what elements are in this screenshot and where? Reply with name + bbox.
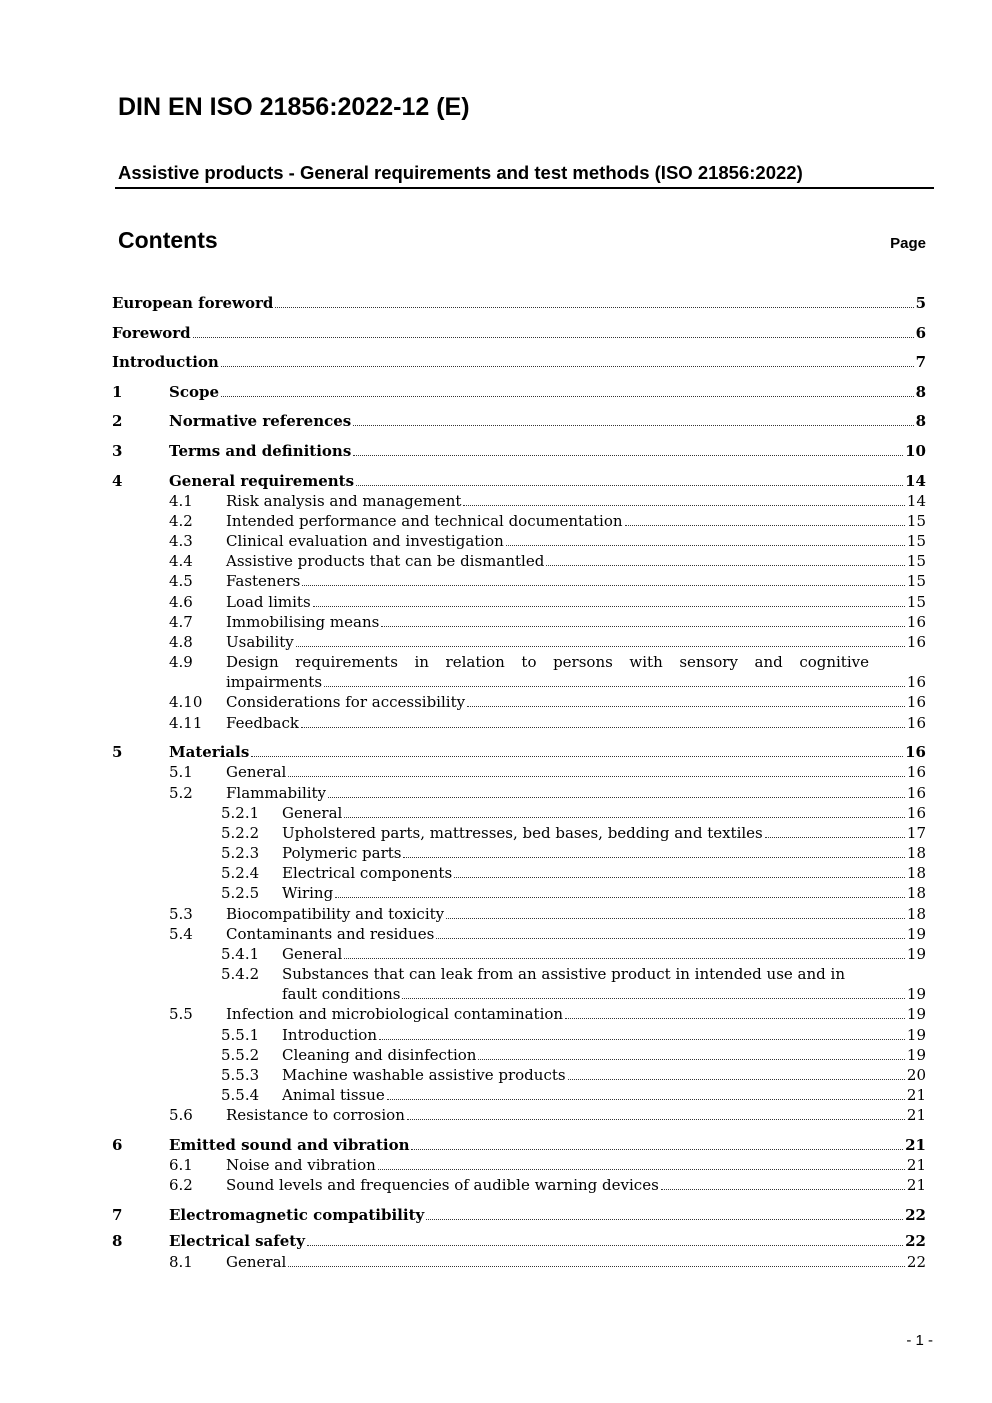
dot-leader xyxy=(221,384,914,397)
toc-entry-title-line1: Substances that can leak from an assistive product in intended use and in xyxy=(282,965,845,983)
toc-entry[interactable] xyxy=(112,491,926,511)
toc-entry[interactable] xyxy=(112,924,926,944)
dot-leader xyxy=(546,553,905,566)
toc-entry-number: 4.2 xyxy=(169,512,193,530)
toc-entry[interactable] xyxy=(112,1155,926,1175)
toc-entry-page: 16 xyxy=(906,763,926,781)
toc-entry[interactable] xyxy=(112,411,926,431)
toc-entry-page: 16 xyxy=(906,714,926,732)
toc-entry-number: 5 xyxy=(112,743,123,761)
toc-entry-title: Upholstered parts, mattresses, bed bases, bedding and textiles xyxy=(282,824,763,842)
toc-entry[interactable] xyxy=(112,944,926,964)
toc-entry[interactable] xyxy=(112,783,926,803)
toc-entry-page: 21 xyxy=(906,1176,926,1194)
dot-leader xyxy=(324,674,905,687)
toc-entry-number: 5.1 xyxy=(169,763,193,781)
toc-entry[interactable] xyxy=(112,863,926,883)
toc-entry-title: Resistance to corrosion xyxy=(226,1106,405,1124)
toc-entry-title: General requirements xyxy=(169,472,355,490)
dot-leader xyxy=(381,614,905,627)
toc-entry[interactable] xyxy=(112,1205,926,1225)
toc-entry-title: Emitted sound and vibration xyxy=(169,1136,410,1154)
dot-leader xyxy=(463,493,904,506)
dot-leader xyxy=(356,473,903,486)
toc-entry-title: Contaminants and residues xyxy=(226,925,435,943)
toc-entry-page: 6 xyxy=(915,324,926,342)
dot-leader xyxy=(301,715,905,728)
dot-leader xyxy=(221,354,914,367)
page-number: - 1 - xyxy=(906,1332,933,1349)
toc-entry[interactable] xyxy=(112,803,926,823)
toc-entry-page: 15 xyxy=(906,552,926,570)
toc-entry-title: Assistive products that can be dismantled xyxy=(226,552,545,570)
toc-entry-title: European foreword xyxy=(112,294,274,312)
toc-entry-page: 21 xyxy=(906,1156,926,1174)
dot-leader xyxy=(407,1107,905,1120)
toc-entry-page: 19 xyxy=(906,1005,926,1023)
toc-entry[interactable] xyxy=(112,904,926,924)
toc-entry-title: Immobilising means xyxy=(226,613,380,631)
toc-entry-title: Usability xyxy=(226,633,294,651)
toc-entry[interactable] xyxy=(112,551,926,571)
toc-entry-page: 16 xyxy=(906,784,926,802)
dot-leader xyxy=(344,805,905,818)
document-title: DIN EN ISO 21856:2022-12 (E) xyxy=(118,93,470,121)
toc-entry-title: Materials xyxy=(169,743,250,761)
toc-entry[interactable] xyxy=(112,964,926,984)
toc-entry-page: 18 xyxy=(906,884,926,902)
toc-entry-page: 5 xyxy=(915,294,926,312)
dot-leader xyxy=(426,1207,903,1220)
toc-entry-page: 16 xyxy=(906,693,926,711)
dot-leader xyxy=(344,946,905,959)
toc-entry-page: 15 xyxy=(906,532,926,550)
toc-entry[interactable] xyxy=(112,1252,926,1272)
toc-entry-title: Intended performance and technical documentation xyxy=(226,512,623,530)
dot-leader xyxy=(467,694,905,707)
toc-entry-continuation[interactable] xyxy=(112,672,926,692)
toc-entry-page: 21 xyxy=(906,1106,926,1124)
toc-entry-number: 5.5.2 xyxy=(221,1046,260,1064)
toc-entry-title: Introduction xyxy=(282,1026,377,1044)
toc-entry-number: 5.2.1 xyxy=(221,804,260,822)
toc-entry-title: Foreword xyxy=(112,324,191,342)
toc-entry-page: 16 xyxy=(906,633,926,651)
toc-entry-number: 3 xyxy=(112,442,123,460)
toc-entry-page: 18 xyxy=(906,864,926,882)
toc-entry-number: 6.2 xyxy=(169,1176,193,1194)
toc-entry[interactable] xyxy=(112,1045,926,1065)
dot-leader xyxy=(403,845,904,858)
toc-entry-page: 16 xyxy=(906,804,926,822)
toc-entry-title: Fasteners xyxy=(226,572,301,590)
toc-entry-number: 6.1 xyxy=(169,1156,193,1174)
dot-leader xyxy=(302,573,905,586)
toc-entry[interactable] xyxy=(112,632,926,652)
toc-entry-title: General xyxy=(282,945,343,963)
toc-entry-title: Sound levels and frequencies of audible warning devices xyxy=(226,1176,659,1194)
toc-entry-number: 5.2.2 xyxy=(221,824,260,842)
toc-entry-number: 7 xyxy=(112,1206,123,1224)
toc-entry-title: Animal tissue xyxy=(282,1086,385,1104)
toc-entry[interactable] xyxy=(112,762,926,782)
toc-entry-number: 8 xyxy=(112,1232,123,1250)
dot-leader xyxy=(378,1157,905,1170)
toc-entry-number: 5.5.4 xyxy=(221,1086,260,1104)
toc-entry-number: 5.5.3 xyxy=(221,1066,260,1084)
dot-leader xyxy=(353,413,913,426)
toc-entry-title: Introduction xyxy=(112,353,219,371)
toc-entry-title: General xyxy=(226,763,287,781)
toc-entry[interactable] xyxy=(112,883,926,903)
dot-leader xyxy=(478,1047,904,1060)
toc-entry-title: Machine washable assistive products xyxy=(282,1066,566,1084)
toc-entry-page: 16 xyxy=(905,743,926,761)
toc-entry-title: Electromagnetic compatibility xyxy=(169,1206,425,1224)
toc-entry-page: 22 xyxy=(906,1253,926,1271)
toc-entry-number: 4.7 xyxy=(169,613,193,631)
toc-entry[interactable] xyxy=(112,713,926,733)
dot-leader xyxy=(328,785,905,798)
dot-leader xyxy=(506,533,905,546)
toc-entry-page: 19 xyxy=(906,1046,926,1064)
toc-entry-number: 5.2.5 xyxy=(221,884,260,902)
toc-entry[interactable] xyxy=(112,612,926,632)
dot-leader xyxy=(313,594,905,607)
toc-entry-number: 5.4.2 xyxy=(221,965,260,983)
toc-entry-page: 20 xyxy=(906,1066,926,1084)
toc-entry-page: 14 xyxy=(906,492,926,510)
dot-leader xyxy=(568,1067,905,1080)
toc-entry[interactable] xyxy=(112,531,926,551)
toc-entry-title: Electrical safety xyxy=(169,1232,305,1250)
dot-leader xyxy=(661,1177,905,1190)
dot-leader xyxy=(193,325,914,338)
toc-entry-page: 21 xyxy=(906,1086,926,1104)
toc-entry-page: 22 xyxy=(905,1206,926,1224)
toc-entry-page: 18 xyxy=(906,905,926,923)
toc-entry[interactable] xyxy=(112,571,926,591)
dot-leader xyxy=(353,443,903,456)
dot-leader xyxy=(446,906,905,919)
dot-leader xyxy=(335,885,905,898)
toc-entry-number: 5.6 xyxy=(169,1106,193,1124)
toc-entry-number: 4.4 xyxy=(169,552,193,570)
toc-entry-number: 4.3 xyxy=(169,532,193,550)
toc-entry-title: Clinical evaluation and investigation xyxy=(226,532,504,550)
toc-entry-title: General xyxy=(226,1253,287,1271)
toc-entry-title: Wiring xyxy=(282,884,334,902)
toc-entry[interactable] xyxy=(112,1135,926,1155)
toc-entry-page: 7 xyxy=(915,353,926,371)
toc-entry[interactable] xyxy=(112,1004,926,1024)
toc-entry-number: 5.2 xyxy=(169,784,193,802)
toc-entry-number: 1 xyxy=(112,383,123,401)
dot-leader xyxy=(307,1233,903,1246)
toc-entry[interactable] xyxy=(112,1231,926,1251)
toc-entry-page: 19 xyxy=(906,925,926,943)
toc-entry-page: 22 xyxy=(905,1232,926,1250)
toc-entry-title: Flammability xyxy=(226,784,327,802)
toc-entry-page: 14 xyxy=(905,472,926,490)
toc-entry-title: Noise and vibration xyxy=(226,1156,376,1174)
toc-entry-page: 15 xyxy=(906,512,926,530)
dot-leader xyxy=(288,1254,905,1267)
toc-entry-page: 8 xyxy=(915,383,926,401)
toc-entry-number: 6 xyxy=(112,1136,123,1154)
toc-entry-title-line1: Design requirements in relation to persons with sensory and cognitive xyxy=(226,653,869,671)
toc-entry[interactable] xyxy=(112,471,926,491)
toc-entry[interactable] xyxy=(112,592,926,612)
dot-leader xyxy=(402,986,904,999)
dot-leader xyxy=(251,744,903,757)
toc-entry[interactable] xyxy=(112,352,926,372)
toc-entry-number: 4.10 xyxy=(169,693,203,711)
toc-entry-page: 19 xyxy=(906,945,926,963)
toc-entry-number: 5.2.4 xyxy=(221,864,260,882)
toc-entry[interactable] xyxy=(112,1025,926,1045)
toc-entry[interactable] xyxy=(112,1175,926,1195)
toc-entry[interactable] xyxy=(112,652,926,672)
toc-entry-page: 17 xyxy=(906,824,926,842)
toc-entry-title: impairments xyxy=(226,673,323,691)
toc-entry[interactable] xyxy=(112,1085,926,1105)
toc-entry-number: 4.9 xyxy=(169,653,193,671)
toc-entry[interactable] xyxy=(112,843,926,863)
toc-entry-page: 16 xyxy=(906,613,926,631)
dot-leader xyxy=(436,926,905,939)
document-subtitle: Assistive products - General requirements and test methods (ISO 21856:2022) xyxy=(118,162,803,183)
dot-leader xyxy=(296,634,905,647)
toc-entry-number: 4 xyxy=(112,472,123,490)
toc-entry-number: 4.11 xyxy=(169,714,203,732)
toc-entry-number: 5.3 xyxy=(169,905,193,923)
toc-entry-page: 15 xyxy=(906,572,926,590)
toc-entry[interactable] xyxy=(112,692,926,712)
toc-entry[interactable] xyxy=(112,1105,926,1125)
toc-entry-title: Feedback xyxy=(226,714,299,732)
toc-entry-page: 10 xyxy=(905,442,926,460)
toc-entry-number: 8.1 xyxy=(169,1253,193,1271)
toc-entry-page: 19 xyxy=(906,985,926,1003)
toc-entry-number: 2 xyxy=(112,412,123,430)
dot-leader xyxy=(765,825,905,838)
contents-heading: Contents xyxy=(118,227,218,253)
dot-leader xyxy=(565,1006,905,1019)
toc-entry-number: 4.1 xyxy=(169,492,193,510)
toc-entry-title: Terms and definitions xyxy=(169,442,352,460)
toc-entry[interactable] xyxy=(112,441,926,461)
toc-entry-title: fault conditions xyxy=(282,985,401,1003)
toc-entry[interactable] xyxy=(112,293,926,313)
toc-entry-title: Scope xyxy=(169,383,220,401)
dot-leader xyxy=(379,1027,905,1040)
toc-entry-number: 4.8 xyxy=(169,633,193,651)
toc-entry-number: 4.6 xyxy=(169,593,193,611)
toc-entry-number: 5.4.1 xyxy=(221,945,260,963)
toc-entry[interactable] xyxy=(112,823,926,843)
toc-entry-title: Polymeric parts xyxy=(282,844,402,862)
toc-entry-title: Normative references xyxy=(169,412,352,430)
toc-entry-title: Considerations for accessibility xyxy=(226,693,466,711)
toc-entry-title: Biocompatibility and toxicity xyxy=(226,905,445,923)
toc-entry-title: Cleaning and disinfection xyxy=(282,1046,477,1064)
toc-entry-page: 21 xyxy=(905,1136,926,1154)
page-column-label: Page xyxy=(890,235,926,252)
toc-entry[interactable] xyxy=(112,382,926,402)
toc-entry-title: General xyxy=(282,804,343,822)
toc-entry[interactable] xyxy=(112,511,926,531)
toc-entry-page: 19 xyxy=(906,1026,926,1044)
toc-entry-number: 5.5 xyxy=(169,1005,193,1023)
toc-entry-number: 5.2.3 xyxy=(221,844,260,862)
toc-entry-title: Risk analysis and management xyxy=(226,492,462,510)
toc-entry[interactable] xyxy=(112,323,926,343)
toc-entry-number: 5.5.1 xyxy=(221,1026,260,1044)
toc-entry-page: 18 xyxy=(906,844,926,862)
toc-entry-title: Load limits xyxy=(226,593,311,611)
toc-entry-page: 16 xyxy=(906,673,926,691)
dot-leader xyxy=(454,865,905,878)
toc-entry[interactable] xyxy=(112,1065,926,1085)
dot-leader xyxy=(625,513,905,526)
toc-entry-page: 15 xyxy=(906,593,926,611)
toc-entry-number: 4.5 xyxy=(169,572,193,590)
toc-entry-title: Infection and microbiological contamination xyxy=(226,1005,564,1023)
dot-leader xyxy=(411,1137,903,1150)
toc-entry-number: 5.4 xyxy=(169,925,193,943)
dot-leader xyxy=(387,1087,905,1100)
dot-leader xyxy=(288,764,905,777)
toc-entry-title: Electrical components xyxy=(282,864,453,882)
toc-entry[interactable] xyxy=(112,742,926,762)
toc-entry-page: 8 xyxy=(915,412,926,430)
dot-leader xyxy=(275,295,913,308)
toc-entry-continuation[interactable] xyxy=(112,984,926,1004)
